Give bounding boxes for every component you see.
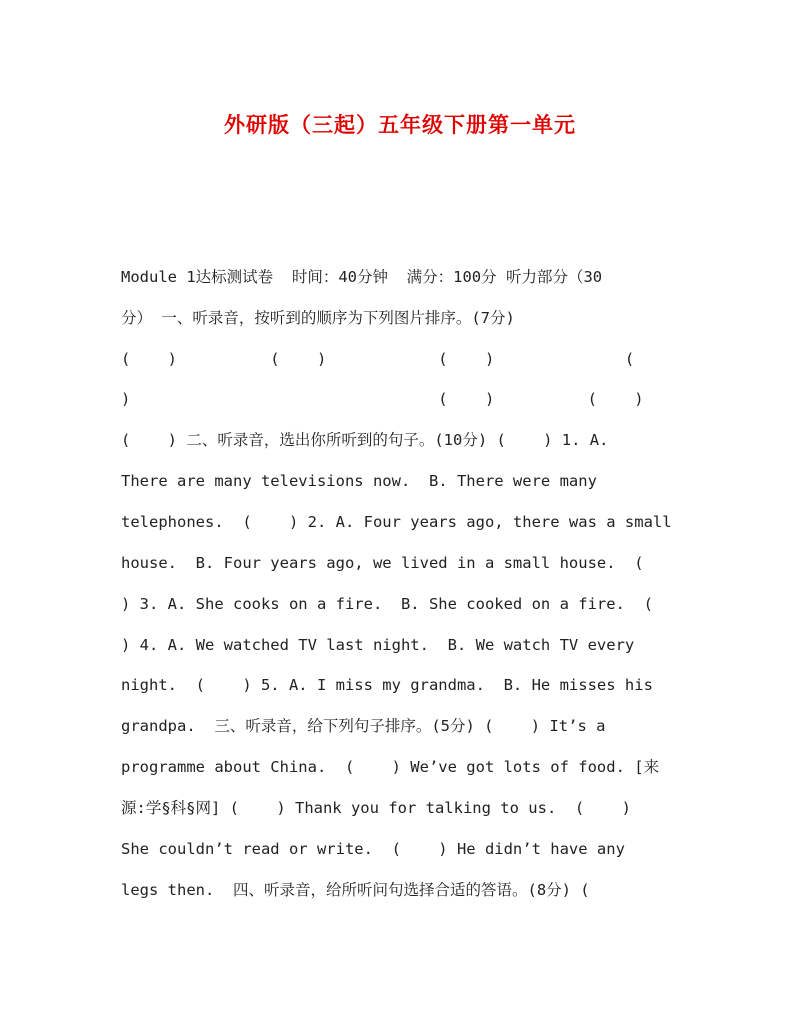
text-line-10: ) 4. A. We watched TV last night. B. We watch TV every xyxy=(121,636,635,654)
text-line-15: She couldn’t read or write. ( ) He didn’t have any xyxy=(121,840,625,858)
text-line-16: legs then. 四、听录音，给所听问句选择合适的答语。(8分) ( xyxy=(121,881,590,899)
text-line-11: night. ( ) 5. A. I miss my grandma. B. He misses his xyxy=(121,676,653,694)
text-line-14: 源:学§科§网] ( ) Thank you for talking to us. ( ) xyxy=(121,799,631,817)
text-line-3: ( ) ( ) ( ) ( xyxy=(121,350,635,368)
text-line-9: ) 3. A. She cooks on a fire. B. She cooked on a fire. ( xyxy=(121,595,653,613)
text-line-5: ( ) 二、听录音，选出你所听到的句子。(10分) ( ) 1. A. xyxy=(121,431,609,449)
text-line-12: grandpa. 三、听录音，给下列句子排序。(5分) ( ) It’s a xyxy=(121,717,606,735)
text-line-8: house. B. Four years ago, we lived in a small house. ( xyxy=(121,554,644,572)
text-line-7: telephones. ( ) 2. A. Four years ago, there was a small xyxy=(121,513,672,531)
text-line-2: 分） 一、听录音，按听到的顺序为下列图片排序。(7分) xyxy=(121,309,515,327)
document-title: 外研版（三起）五年级下册第一单元 xyxy=(224,112,576,137)
text-line-4: ) ( ) ( ) xyxy=(121,390,644,408)
text-line-6: There are many televisions now. B. There were many xyxy=(121,472,597,490)
text-line-1: Module 1达标测试卷 时间：40分钟 满分：100分 听力部分（30 xyxy=(121,268,603,286)
text-line-13: programme about China. ( ) We’ve got lots of food. [来 xyxy=(121,758,660,776)
